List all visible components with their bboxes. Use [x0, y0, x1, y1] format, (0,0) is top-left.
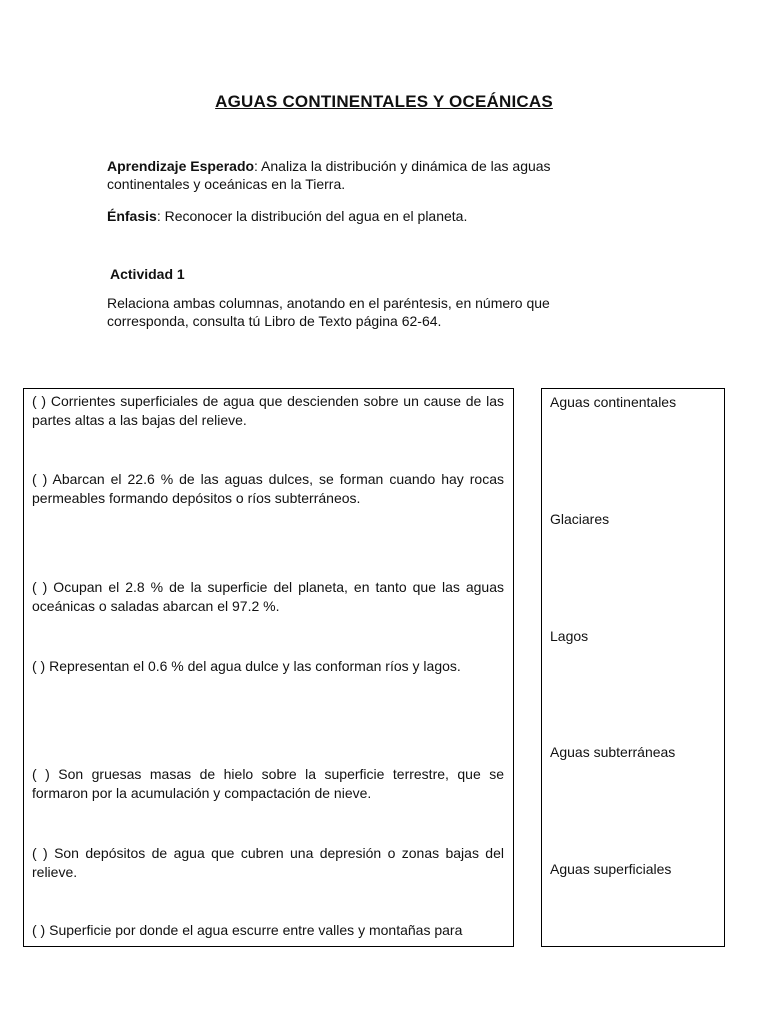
options-column — [541, 388, 725, 947]
option-aguas-subterraneas: Aguas subterráneas — [550, 744, 676, 760]
statement-2[interactable]: ( ) Abarcan el 22.6 % de las aguas dulces, se forman cuando hay rocas permeables formando depósitos o ríos subterráneos. — [32, 471, 504, 506]
option-lagos: Lagos — [550, 628, 589, 644]
option-aguas-continentales: Aguas continentales — [550, 394, 677, 410]
actividad-title: Actividad 1 — [110, 266, 185, 282]
statements-column — [23, 388, 514, 947]
statement-6[interactable]: ( ) Son depósitos de agua que cubren una depresión o zonas bajas del relieve. — [32, 845, 504, 880]
enfasis-label: Énfasis — [107, 208, 157, 224]
enfasis-text: : Reconocer la distribución del agua en el planeta. — [156, 208, 468, 224]
enfasis — [107, 207, 627, 225]
page-title: AGUAS CONTINENTALES Y OCEÁNICAS — [215, 92, 553, 111]
aprendizaje-label: Aprendizaje Esperado — [107, 158, 255, 174]
statement-1[interactable]: ( ) Corrientes superficiales de agua que descienden sobre un cause de las partes altas a las bajas del relieve. — [32, 393, 504, 428]
statement-7[interactable]: ( ) Superficie por donde el agua escurre entre valles y montañas para — [32, 922, 463, 938]
aprendizaje-text: : Analiza la distribución y dinámica de las aguas continentales y oceánicas en la Tierra. — [107, 158, 551, 192]
option-glaciares: Glaciares — [550, 511, 610, 527]
actividad-instructions: Relaciona ambas columnas, anotando en el paréntesis, en número que corresponda, consulta tú Libro de Texto página 62-64. — [107, 295, 550, 329]
statement-4[interactable]: ( ) Representan el 0.6 % del agua dulce y las conforman ríos y lagos. — [32, 658, 461, 674]
statement-5[interactable]: ( ) Son gruesas masas de hielo sobre la superficie terrestre, que se formaron por la acumulación y compactación de nieve. — [32, 766, 504, 801]
option-aguas-superficiales: Aguas superficiales — [550, 861, 672, 877]
aprendizaje-esperado — [107, 157, 627, 193]
statement-3[interactable]: ( ) Ocupan el 2.8 % de la superficie del planeta, en tanto que las aguas oceánicas o saladas abarcan el 97.2 %. — [32, 579, 504, 614]
